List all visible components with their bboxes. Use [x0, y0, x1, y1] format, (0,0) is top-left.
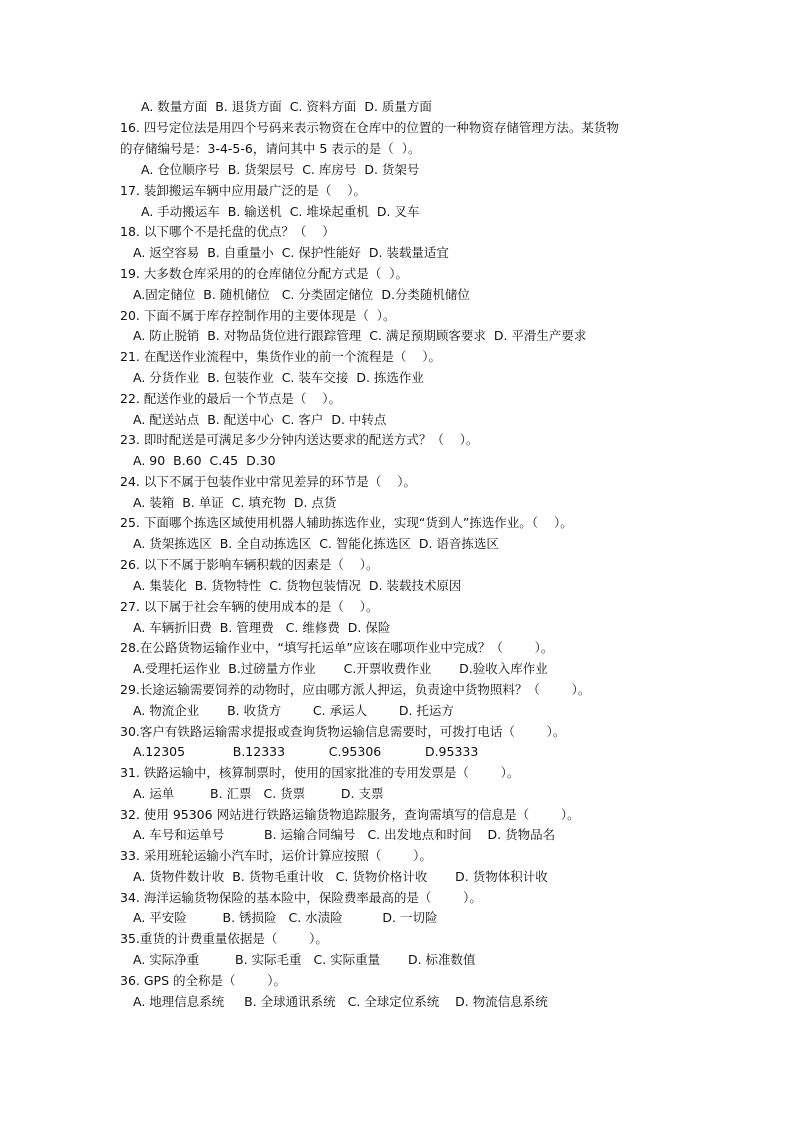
question-23: 23. 即时配送是可满足多少分钟内送达要求的配送方式？（ ）。 — [120, 432, 479, 447]
options-q22: A. 配送站点 B. 配送中心 C. 客户 D. 中转点 — [133, 412, 387, 427]
question-27: 27. 以下属于社会车辆的使用成本的是（ ）。 — [120, 599, 379, 614]
options-q15: A. 数量方面 B. 退货方面 C. 资料方面 D. 质量方面 — [141, 99, 432, 114]
options-q29: A. 物流企业 B. 收货方 C. 承运人 D. 托运方 — [133, 703, 454, 718]
options-q31: A. 运单 B. 汇票 C. 货票 D. 支票 — [133, 786, 384, 801]
options-q27: A. 车辆折旧费 B. 管理费 C. 维修费 D. 保险 — [133, 620, 391, 635]
options-q18: A. 返空容易 B. 自重量小 C. 保护性能好 D. 装载量适宜 — [133, 245, 449, 260]
options-q20: A. 防止脱销 B. 对物品货位进行跟踪管理 C. 满足预期顾客要求 D. 平滑生产要求 — [133, 328, 587, 343]
question-28: 28.在公路货物运输作业中，“填写托运单”应该在哪项作业中完成？（ ）。 — [120, 640, 554, 655]
options-q32: A. 车号和运单号 B. 运输合同编号 C. 出发地点和时间 D. 货物品名 — [133, 827, 556, 842]
question-18: 18. 以下哪个不是托盘的优点？（ ） — [120, 224, 335, 239]
question-35: 35.重货的计费重量依据是（ ）。 — [120, 931, 328, 946]
question-31: 31. 铁路运输中，核算制票时，使用的国家批准的专用发票是（ ）。 — [120, 765, 520, 780]
question-34: 34. 海洋运输货物保险的基本险中，保险费率最高的是（ ）。 — [120, 890, 482, 905]
question-33: 33. 采用班轮运输小汽车时，运价计算应按照（ ）。 — [120, 848, 432, 863]
question-29: 29.长途运输需要饲养的动物时，应由哪方派人押运，负责途中货物照料？（ ）。 — [120, 682, 591, 697]
options-q30: A.12305 B.12333 C.95306 D.95333 — [133, 744, 479, 759]
question-26: 26. 以下不属于影响车辆积载的因素是（ ）。 — [120, 557, 379, 572]
options-q35: A. 实际净重 B. 实际毛重 C. 实际重量 D. 标准数值 — [133, 952, 476, 967]
options-q23: A. 90 B.60 C.45 D.30 — [133, 453, 276, 468]
question-17: 17. 装卸搬运车辆中应用最广泛的是（ ）。 — [120, 183, 366, 198]
question-22: 22. 配送作业的最后一个节点是（ ）。 — [120, 391, 341, 406]
options-q26: A. 集装化 B. 货物特性 C. 货物包装情况 D. 装载技术原因 — [133, 578, 462, 593]
question-36: 36. GPS 的全称是（ ）。 — [120, 973, 287, 988]
options-q25: A. 货架拣选区 B. 全自动拣选区 C. 智能化拣选区 D. 语音拣选区 — [133, 536, 499, 551]
question-16: 16. 四号定位法是用四个号码来表示物资在仓库中的位置的一种物资存储管理方法。某货物 — [120, 120, 619, 135]
question-30: 30.客户有铁路运输需求提报或查询货物运输信息需要时，可拨打电话（ ）。 — [120, 724, 566, 739]
question-19: 19. 大多数仓库采用的的仓库储位分配方式是（ ）。 — [120, 266, 409, 281]
options-q36: A. 地理信息系统 B. 全球通讯系统 C. 全球定位系统 D. 物流信息系统 — [133, 994, 548, 1009]
options-q24: A. 装箱 B. 单证 C. 填充物 D. 点货 — [133, 495, 337, 510]
options-q16: A. 仓位顺序号 B. 货架层号 C. 库房号 D. 货架号 — [141, 162, 420, 177]
question-16-cont: 的存储编号是：3-4-5-6，请问其中 5 表示的是（ ）。 — [120, 141, 421, 156]
options-q34: A. 平安险 B. 锈损险 C. 水渍险 D. 一切险 — [133, 910, 438, 925]
question-21: 21. 在配送作业流程中，集货作业的前一个流程是（ ）。 — [120, 349, 441, 364]
options-q21: A. 分货作业 B. 包装作业 C. 装车交接 D. 拣选作业 — [133, 370, 424, 385]
question-20: 20. 下面不属于库存控制作用的主要体现是（ ）。 — [120, 308, 396, 323]
options-q28: A.受理托运作业 B.过磅量方作业 C.开票收费作业 D.验收入库作业 — [133, 661, 548, 676]
question-32: 32. 使用 95306 网站进行铁路运输货物追踪服务，查询需填写的信息是（ ）。 — [120, 807, 580, 822]
options-q33: A. 货物件数计收 B. 货物毛重计收 C. 货物价格计收 D. 货物体积计收 — [133, 869, 548, 884]
question-24: 24. 以下不属于包装作业中常见差异的环节是（ ）。 — [120, 474, 416, 489]
question-25: 25. 下面哪个拣选区域使用机器人辅助拣选作业，实现“货到人”拣选作业。（ ）。 — [120, 515, 573, 530]
options-q19: A.固定储位 B. 随机储位 C. 分类固定储位 D.分类随机储位 — [133, 287, 470, 302]
options-q17: A. 手动搬运车 B. 输送机 C. 堆垛起重机 D. 叉车 — [141, 204, 420, 219]
